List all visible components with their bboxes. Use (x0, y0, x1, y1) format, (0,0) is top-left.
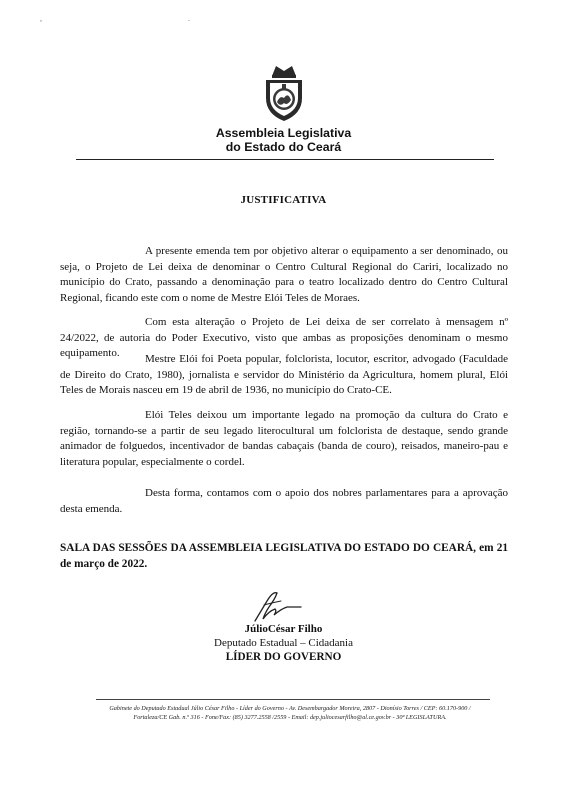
closing-statement: SALA DAS SESSÕES DA ASSEMBLEIA LEGISLATIVA DO ESTADO DO CEARÁ, em 21 de março de 2022. (60, 542, 508, 570)
paragraph: Elói Teles deixou um importante legado na promoção da cultura do Crato e região, tornando-se a partir de seu legado literocultural um folclorista de destaque, sendo grande animador de folguedos, incentivador de bandas cabaçais (banda de couro), reisados, maneiro-pau e literatura popular, especialmente o cordel. (60, 409, 508, 468)
footer-divider (96, 699, 490, 700)
signature-block (0, 622, 567, 664)
footer-line: Gabinete do Deputado Estadual Júlio César Filho - Líder do Governo - Av. Desembargador Moreira, 2807 - Dionísio Torres / CEP: 60.170-900 / (109, 705, 471, 712)
state-coat-of-arms-icon (262, 62, 306, 124)
footer-address (80, 704, 500, 722)
signatory-name: JúlioCésar Filho (244, 623, 323, 635)
footer-line: Fortaleza/CE Gab. n.º 316 - Fone/Fax: (85) 3277.2558 /2559 - Email: dep.juliocesarfilho@al.ce.gov.br - 30ª LEGISLATURA. (133, 714, 447, 721)
scan-mark: . (188, 14, 190, 23)
paragraph: A presente emenda tem por objetivo alterar o equipamento a ser denominado, ou seja, o Projeto de Lei deixa de denominar o Centro Cultural Regional do Cariri, localizado no município do Crato, passando a denominação para o teatro localizado dentro do Centro Cultural Regional, ficando este com o nome de Mestre Elói Teles de Moraes. (60, 245, 508, 304)
scan-mark: , (40, 14, 42, 23)
paragraph: Com esta alteração o Projeto de Lei deixa de ser correlato à mensagem nº 24/2022, de autoria do Poder Executivo, visto que ambas as proposições denominam o mesmo equipamento. (60, 316, 508, 359)
signatory-title: LÍDER DO GOVERNO (225, 651, 342, 663)
paragraph: Desta forma, contamos com o apoio dos nobres parlamentares para a aprovação desta emenda. (60, 487, 508, 515)
handwritten-signature (247, 585, 307, 625)
organization-subtitle: do Estado do Ceará (225, 140, 342, 154)
signatory-role: Deputado Estadual – Cidadania (214, 637, 353, 649)
organization-name: Assembleia Legislativa (215, 126, 352, 140)
header-divider (76, 159, 494, 160)
document-heading: JUSTIFICATIVA (240, 194, 327, 206)
paragraph: Mestre Elói foi Poeta popular, folclorista, locutor, escritor, advogado (Faculdade de Direito do Crato, 1980), jornalista e servidor do Ministério da Agricultura, homem plural, Elói Teles de Morais nasceu em 19 de abril de 1936, no município do Crato-CE. (60, 353, 508, 396)
